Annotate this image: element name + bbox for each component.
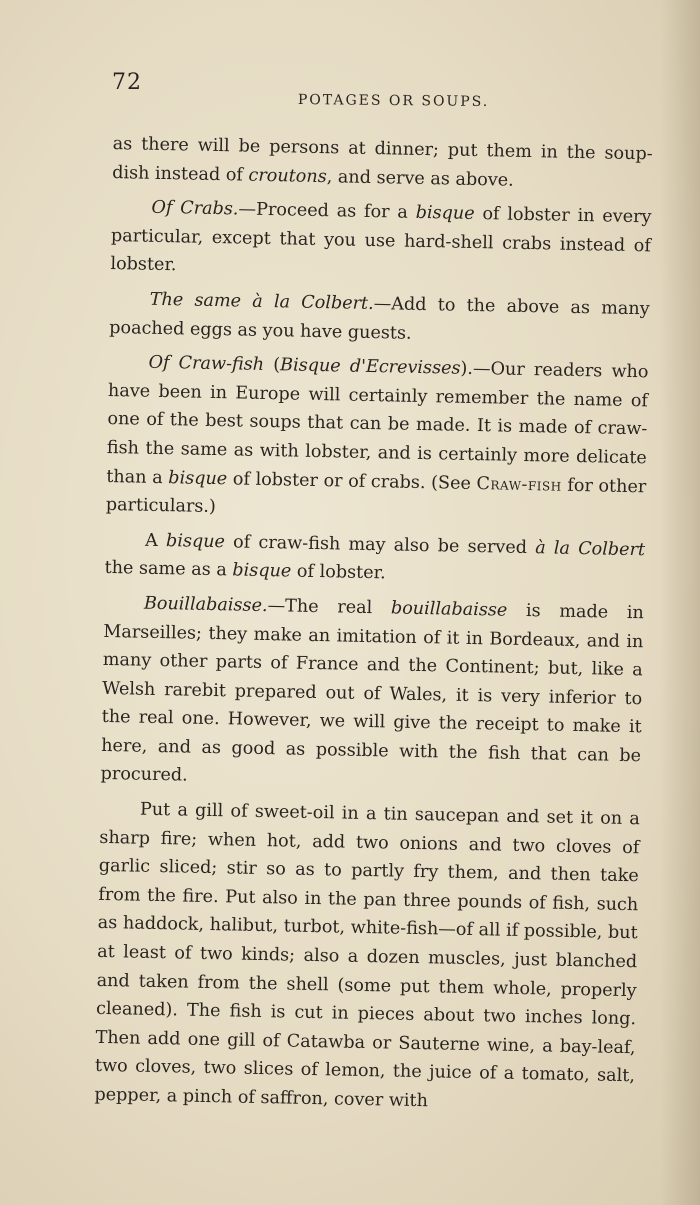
italic-run: bisque [415,203,475,225]
italic-run: The same à la Colbert. [149,289,374,315]
italic-run: bisque [165,530,226,552]
italic-run: à la Colbert [535,537,646,561]
italic-run: bouillabaisse [390,598,508,621]
text-run: for other particulars.) [105,475,647,518]
italic-run: bisque [168,467,228,489]
text-run: —The real [267,595,392,619]
paragraph [104,526,645,594]
text-run: of lobster in every particular, except that you use hard-shell crabs instead of lobster. [110,204,652,276]
text-run: is made in Marseilles; they make an imitation of it in Bordeaux, and in many other parts of France and the Continent; but, like a Welsh rarebit prepared out of Wales, it is very inferior to the real one. However, we will give the receipt to make it here, and as good as possible with the fish that can be procured. [100,600,645,787]
text-run: ( [263,355,281,376]
text-run: the same as a [104,558,233,581]
text-run: A [144,530,167,551]
paragraph [109,285,650,353]
italic-run: bisque [232,560,292,582]
text-run: of lobster or of crabs. (See [227,468,477,494]
text-run: as there will be persons at dinner; put them in the soup-dish instead of [111,133,653,186]
text-run: —Add to the above as many poached eggs as you have guests. [109,294,650,344]
paragraph [110,193,652,289]
paragraph [106,348,649,530]
running-head: POTAGES OR SOUPS. [297,92,490,111]
italic-run: Bouillabaisse. [143,593,268,616]
text-run: Put a gill of sweet-oil in a tin saucepan and set it on a sharp fire; when hot, add two onions and two cloves of garlic sliced; stir so as to partly fry them, and then take from the fire. Put also in the pan three pounds of fish, such as haddock, halibut, turbot, white-fish—of all if possible, but at least of two kinds; also a dozen muscles, just blanched and taken from the shell (some put them whole, properly cleaned). The fish is cut in pieces about two inches long. Then add one gill of Catawba or Sauterne wine, a bay-leaf, two cloves, two slices of lemon, the juice of a tomato, salt, pepper, a pinch of saffron, cover with [94,799,641,1112]
paragraph [100,589,644,799]
italic-run: croutons [248,165,327,187]
text-run: , and serve as above. [326,166,514,191]
page-number: 72 [112,70,142,95]
text-run: —Proceed as for a [238,199,416,224]
text-run: of lobster. [291,561,386,584]
page-body [94,130,653,1126]
text-run: ).—Our readers who have been in Europe will certainly remember the name of one of the best soups that can be made. It is made of craw-fish the same as with lobster, and is certainly more delicate than a [106,358,649,488]
italic-run: Bisque d'Ecrevisses [279,355,461,379]
italic-run: Of Crabs. [151,197,239,220]
italic-run: Of Craw-fish [148,352,265,376]
paragraph [112,130,653,198]
text-run: of craw-fish may also be served [224,531,536,558]
paragraph [94,795,640,1120]
small-caps-run: Craw-fish [476,473,562,496]
